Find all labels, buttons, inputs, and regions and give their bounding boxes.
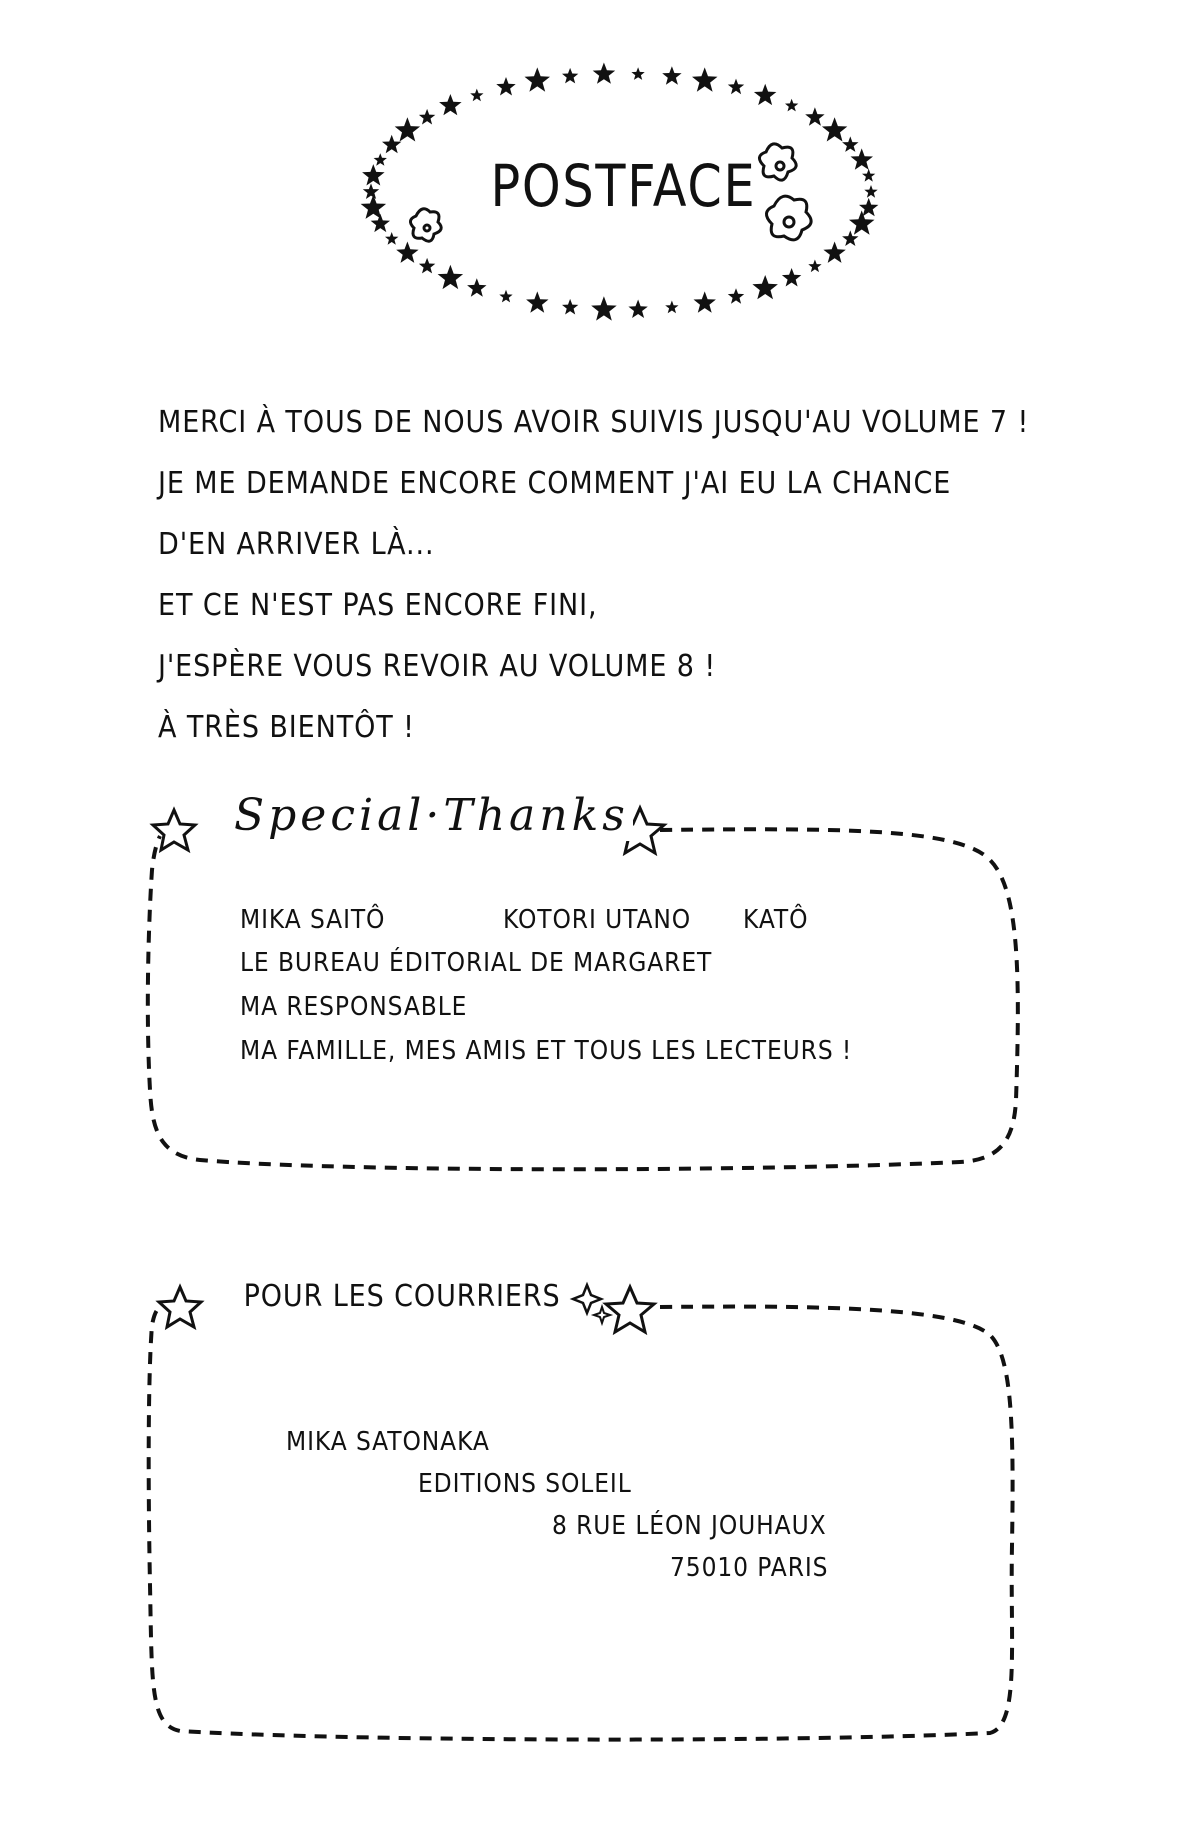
page-title: POSTFACE xyxy=(490,152,757,220)
message-line: J'ESPÈRE VOUS REVOIR AU VOLUME 8 ! xyxy=(158,649,717,684)
message-line: ET CE N'EST PAS ENCORE FINI, xyxy=(158,588,598,623)
flower-decorations xyxy=(348,56,894,328)
star-icon xyxy=(159,1287,201,1327)
star-icon xyxy=(606,1287,654,1332)
mail-heading: POUR LES COURRIERS xyxy=(240,1279,564,1314)
flower-icon xyxy=(766,196,811,240)
thanks-name: KATÔ xyxy=(743,905,809,935)
star-icon xyxy=(153,810,195,850)
thanks-line: MA FAMILLE, MES AMIS ET TOUS LES LECTEURS ! xyxy=(240,1036,853,1066)
special-thanks-heading: Special·Thanks xyxy=(230,790,633,841)
thanks-line: MA RESPONSABLE xyxy=(240,992,468,1022)
message-line: À TRÈS BIENTÔT ! xyxy=(158,710,415,745)
address-line: MIKA SATONAKA xyxy=(286,1427,490,1457)
address-line: EDITIONS SOLEIL xyxy=(418,1469,632,1499)
message-line: MERCI À TOUS DE NOUS AVOIR SUIVIS JUSQU'AU VOLUME 7 ! xyxy=(158,405,1030,440)
title-star-frame xyxy=(348,56,894,328)
address-line: 75010 PARIS xyxy=(670,1553,829,1583)
thanks-name: MIKA SAITÔ xyxy=(240,905,386,935)
thanks-name: KOTORI UTANO xyxy=(503,905,692,935)
flower-icon xyxy=(759,144,796,180)
address-line: 8 RUE LÉON JOUHAUX xyxy=(552,1511,827,1541)
thanks-line: LE BUREAU ÉDITORIAL DE MARGARET xyxy=(240,948,713,978)
flower-icon xyxy=(410,209,441,241)
postface-message xyxy=(158,392,1126,758)
mail-address-box xyxy=(140,1279,1030,1745)
dashed-border xyxy=(140,800,1030,1180)
special-thanks-box xyxy=(140,790,1030,1180)
message-line: D'EN ARRIVER LÀ... xyxy=(158,527,435,562)
message-line: JE ME DEMANDE ENCORE COMMENT J'AI EU LA CHANCE xyxy=(158,466,952,501)
